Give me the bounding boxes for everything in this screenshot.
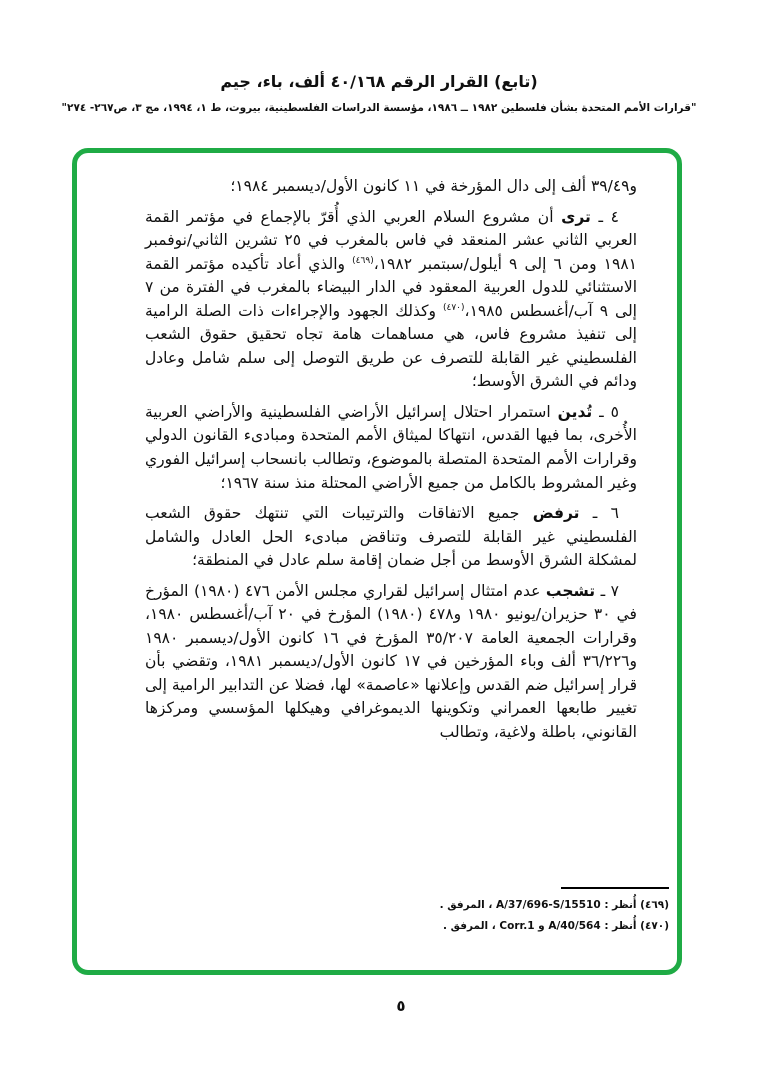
body-paragraph [145,580,637,745]
paragraph-text: عدم امتثال إسرائيل لقراري مجلس الأمن ٤٧٦ (١٩٨٠) المؤرخ في ٣٠ حزيران/يونيو ١٩٨٠ و٤٧٨ (١٩٨٠) المؤرخ في ٢٠ آب/أغسطس ١٩٨٠، وقرارات الجمعية العامة ٣٥/٢٠٧ المؤرخ في ١٦ كانون الأول/ديسمبر ١٩٨٠ و٣٦/٢٢٦ ألف وباء المؤرخين في ١٧ كانون الأول/ديسمبر ١٩٨١، وتقضي بأن قرار إسرائيل ضم القدس وإعلانها «عاصمة» لها، فضلا عن التدابير الرامية إلى تغيير طابعها العمراني وتكوينها الديموغرافي وهيكلها المؤسسي ومركزها القانوني، باطلة ولاغية، وتطالب [145,581,637,742]
footnote: (٤٦٩) أُنظر : A/37/696-S/15510 ، المرفق . [439,899,669,912]
paragraph-text: ٧ ـ [595,581,619,600]
paragraph-text: ٤ ـ [590,207,619,226]
paragraph-text: والذي أعاد تأكيده مؤتمر القمة الاستثنائي للدول العربية المعقود في الدار البيضاء بالمغرب في الفترة من ٧ إلى ٩ آب/أغسطس ١٩٨٥، [145,254,637,320]
body-paragraph [145,206,637,394]
paragraph-text: تشجب [545,581,596,600]
paragraph-text: ترفض [532,504,580,523]
footnote: (٤٧٠) أُنظر : A/40/564 و Corr.1 ، المرفق . [443,919,669,932]
paragraph-text: وكذلك الجهود والإجراءات ذات الصلة الرامية إلى تنفيذ مشروع فاس، هي مساهمات هامة تجاه تحقيق حقوق الشعب الفلسطيني غير القابلة للتصرف عن طريق التوصل إلى سلم شامل وعادل ودائم في الشرق الأوسط؛ [145,301,637,391]
paragraph-text: استمرار احتلال إسرائيل الأراضي الفلسطينية والأراضي العربية الأُخرى، بما فيها القدس، انتهاكا لميثاق الأمم المتحدة ومبادىء القانون الدولي وقرارات الأمم المتحدة المتصلة بالموضوع، وتطالب بانسحاب إسرائيل الفوري وغير المشروط بالكامل من جميع الأراضي المحتلة منذ سنة ١٩٦٧؛ [145,402,637,492]
paragraph-text: أن مشروع السلام العربي الذي أُقرّ بالإجماع في مؤتمر القمة العربي الثاني عشر المنعقد في فاس بالمغرب في ٢٥ تشرين الثاني/نوفمبر ١٩٨١ ومن ٦ إلى ٩ أيلول/سبتمبر ١٩٨٢، [145,207,638,273]
body-paragraph [145,401,637,495]
resolution-title: (تابع) القرار الرقم ٤٠/١٦٨ ألف، باء، جيم [220,72,538,91]
body-paragraph [145,502,637,573]
source-citation: "قرارات الأمم المتحدة بشأن فلسطين ١٩٨٢ ــ ١٩٨٦، مؤسسة الدراسات الفلسطينية، بيروت، ط ١، ١٩٩٤، مج ٣، ص٢٦٧- ٢٧٤" [61,102,697,114]
paragraph-text: ٥ ـ [592,402,619,421]
content-frame [72,148,682,975]
page-number: ٥ [396,997,406,1015]
body-paragraphs [145,175,637,752]
paragraph-text: جميع الاتفاقات والترتيبات التي تنتهك حقوق الشعب الفلسطيني غير القابلة للتصرف وتناقض مبادىء الحل العادل والشامل لمشكلة الشرق الأوسط من أجل ضمان إقامة سلم عادل في المنطقة؛ [145,504,637,570]
footnotes-block [329,887,669,936]
paragraph-text: تُدين [557,402,593,421]
footnote-separator [561,887,669,889]
footnote-list [329,895,669,936]
paragraph-text: و٣٩/٤٩ ألف إلى دال المؤرخة في ١١ كانون الأول/ديسمبر ١٩٨٤؛ [230,177,637,195]
footnote-reference: (٤٦٩) [352,255,374,266]
body-paragraph [145,175,637,199]
paragraph-text: ٦ ـ [579,504,619,523]
footnote-reference: (٤٧٠) [443,302,465,313]
paragraph-text: ترى [561,207,591,226]
